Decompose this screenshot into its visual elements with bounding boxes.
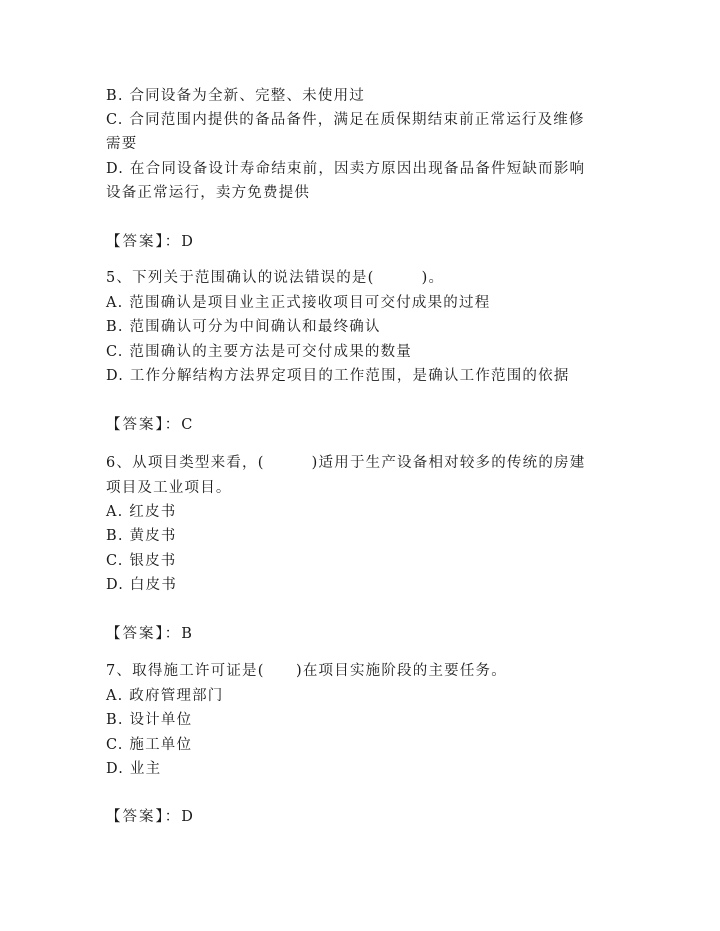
q6-answer: 【答案】：B — [106, 626, 194, 642]
q6-question-line1: 6、从项目类型来看，( )适用于生产设备相对较多的传统的房建 — [106, 455, 586, 471]
q7-question: 7、取得施工许可证是( )在项目实施阶段的主要任务。 — [106, 663, 507, 679]
q6-question-line2: 项目及工业项目。 — [106, 480, 232, 496]
q5-question: 5、下列关于范围确认的说法错误的是( )。 — [106, 270, 445, 286]
q5-option-c: C. 范围确认的主要方法是可交付成果的数量 — [106, 344, 412, 360]
q4-option-d-line2: 设备正常运行，卖方免费提供 — [106, 185, 311, 201]
q6-option-d: D. 白皮书 — [106, 577, 178, 593]
q4-option-c-line2: 需要 — [106, 136, 138, 152]
q7-option-b: B. 设计单位 — [106, 712, 193, 728]
q6-option-c: C. 银皮书 — [106, 553, 177, 569]
q7-option-c: C. 施工单位 — [106, 737, 193, 753]
q5-answer: 【答案】：C — [106, 417, 195, 433]
q4-answer: 【答案】：D — [106, 234, 195, 250]
q7-option-d: D. 业主 — [106, 761, 162, 777]
q5-option-b: B. 范围确认可分为中间确认和最终确认 — [106, 319, 381, 335]
q6-option-b: B. 黄皮书 — [106, 528, 177, 544]
q4-option-d-line1: D. 在合同设备设计寿命结束前，因卖方原因出现备品备件短缺而影响 — [106, 161, 586, 177]
q4-option-b: B. 合同设备为全新、完整、未使用过 — [106, 88, 365, 104]
q7-option-a: A. 政府管理部门 — [106, 688, 224, 704]
q5-option-d: D. 工作分解结构方法界定项目的工作范围，是确认工作范围的依据 — [106, 368, 570, 384]
q5-option-a: A. 范围确认是项目业主正式接收项目可交付成果的过程 — [106, 295, 491, 311]
q6-option-a: A. 红皮书 — [106, 504, 177, 520]
q7-answer: 【答案】：D — [106, 809, 195, 825]
q4-option-c-line1: C. 合同范围内提供的备品备件，满足在质保期结束前正常运行及维修 — [106, 112, 585, 128]
